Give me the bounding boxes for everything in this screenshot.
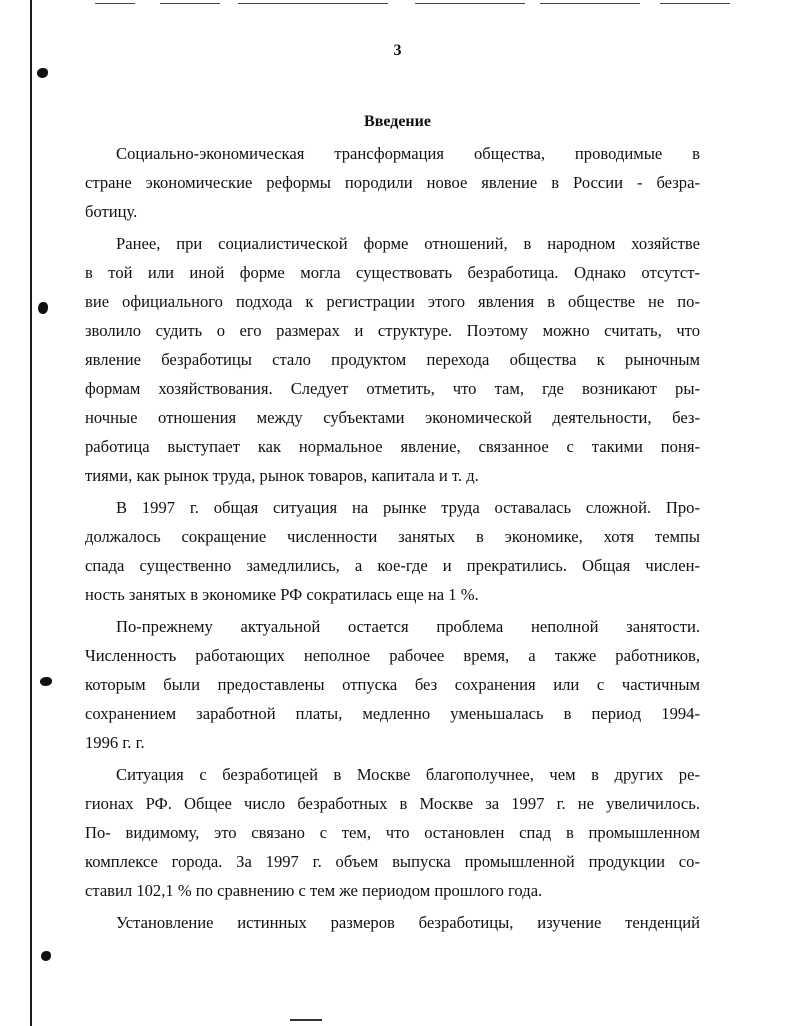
- paragraph: [85, 139, 700, 226]
- text-line: зволило судить о его размерах и структуре. Поэтому можно считать, что: [85, 321, 700, 340]
- binding-edge-line: [30, 0, 32, 1026]
- text-line: спада существенно замедлились, а кое-где и прекратились. Общая числен-: [85, 556, 700, 575]
- text-line: формам хозяйствования. Следует отметить, что там, где возникают ры-: [85, 379, 700, 398]
- scan-top-mark: [660, 3, 730, 4]
- text-line: сохранением заработной платы, медленно уменьшалась в период 1994-: [85, 704, 700, 723]
- text-line: По-прежнему актуальной остается проблема неполной занятости.: [116, 617, 700, 636]
- text-line: в той или иной форме могла существовать безработица. Однако отсутст-: [85, 263, 700, 282]
- text-line: ность занятых в экономике РФ сократилась еще на 1 %.: [85, 585, 479, 604]
- paragraph: [85, 908, 700, 937]
- section-title: Введение: [364, 113, 431, 130]
- text-line: Установление истинных размеров безработицы, изучение тенденций: [116, 913, 700, 932]
- punch-hole-mark: [38, 302, 48, 314]
- paragraph: [85, 760, 700, 905]
- scan-top-mark: [540, 3, 640, 4]
- punch-hole-mark: [37, 68, 48, 78]
- text-line: работица выступает как нормальное явление, связанное с такими поня-: [85, 437, 700, 456]
- text-line: ночные отношения между субъектами экономической деятельности, без-: [85, 408, 700, 427]
- scan-top-mark: [415, 3, 525, 4]
- text-line: По- видимому, это связано с тем, что остановлен спад в промышленном: [85, 823, 700, 842]
- text-line: Численность работающих неполное рабочее время, а также работников,: [85, 646, 700, 665]
- text-line: ботицу.: [85, 202, 138, 221]
- paragraph: [85, 612, 700, 757]
- paragraph: [85, 493, 700, 609]
- paragraph: [85, 229, 700, 490]
- text-line: Социально-экономическая трансформация общества, проводимые в: [116, 144, 700, 163]
- text-line: явление безработицы стало продуктом перехода общества к рыночным: [85, 350, 700, 369]
- scan-bottom-mark: [290, 1019, 322, 1021]
- text-line: тиями, как рынок труда, рынок товаров, капитала и т. д.: [85, 466, 479, 485]
- text-line: вие официального подхода к регистрации этого явления в обществе не по-: [85, 292, 700, 311]
- scan-top-mark: [160, 3, 220, 4]
- text-line: должалось сокращение численности занятых в экономике, хотя темпы: [85, 527, 700, 546]
- scan-top-mark: [95, 3, 135, 4]
- scan-top-mark: [238, 3, 388, 4]
- page-number: 3: [393, 42, 402, 59]
- text-line: стране экономические реформы породили новое явление в России - безра-: [85, 173, 700, 192]
- text-line: которым были предоставлены отпуска без сохранения или с частичным: [85, 675, 700, 694]
- text-line: В 1997 г. общая ситуация на рынке труда оставалась сложной. Про-: [116, 498, 700, 517]
- text-line: Ранее, при социалистической форме отношений, в народном хозяйстве: [116, 234, 700, 253]
- punch-hole-mark: [41, 951, 51, 961]
- text-line: гионах РФ. Общее число безработных в Москве за 1997 г. не увеличилось.: [85, 794, 700, 813]
- text-line: ставил 102,1 % по сравнению с тем же периодом прошлого года.: [85, 881, 543, 900]
- punch-hole-mark: [40, 677, 52, 686]
- text-line: комплексе города. За 1997 г. объем выпуска промышленной продукции со-: [85, 852, 700, 871]
- body-text: [85, 139, 700, 940]
- text-line: Ситуация с безработицей в Москве благополучнее, чем в других ре-: [116, 765, 700, 784]
- text-line: 1996 г. г.: [85, 733, 145, 752]
